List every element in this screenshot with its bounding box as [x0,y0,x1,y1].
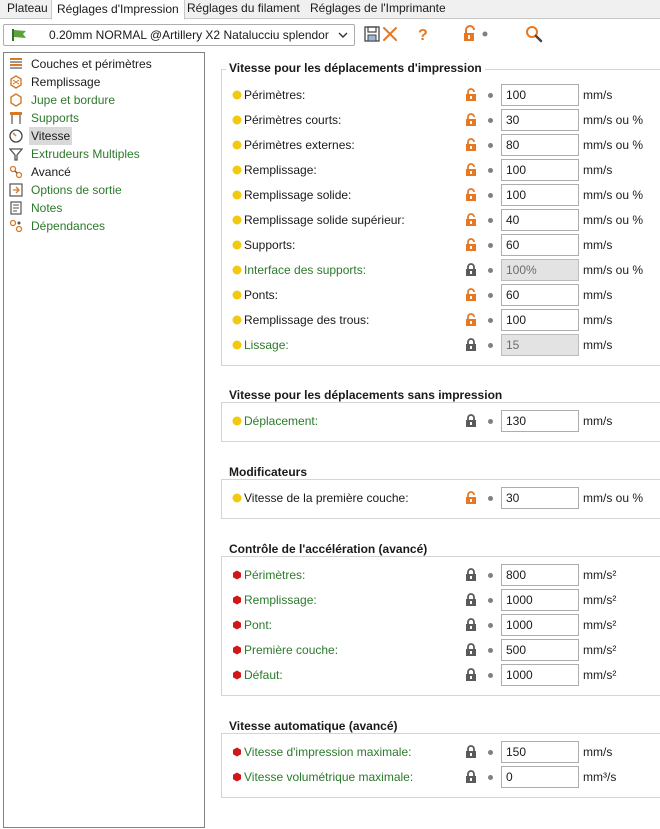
setting-row [230,487,660,509]
setting-label: Remplissage solide: [244,188,352,202]
sidebar-item-label: Jupe et bordure [31,93,116,107]
setting-label: Remplissage: [244,163,317,177]
tab-plateau[interactable]: Plateau [7,1,48,15]
tab-bar [0,0,660,19]
dot-icon [488,673,493,678]
tab-print-settings[interactable]: Réglages d'Impression [51,0,185,20]
speed-icon [9,129,23,143]
unlocked-icon[interactable] [464,87,478,102]
save-icon[interactable] [362,24,382,44]
group-title: Vitesse pour les déplacements d'impression [226,61,485,75]
setting-label: Remplissage solide supérieur: [244,213,405,227]
unlocked-icon[interactable] [464,212,478,227]
group-title: Contrôle de l'accélération (avancé) [226,542,430,556]
locked-icon[interactable] [464,413,478,428]
help-icon[interactable] [413,24,433,44]
setting-row [230,284,660,306]
sidebar-item-label: Notes [31,201,63,215]
group-title: Vitesse automatique (avancé) [226,719,401,733]
yellow-dot-icon [232,315,242,325]
locked-icon[interactable] [464,744,478,759]
dot-icon [488,293,493,298]
setting-input[interactable] [501,639,579,661]
delete-icon[interactable] [380,24,400,44]
unit-label: mm/s ou % [583,113,644,127]
setting-label: Vitesse d'impression maximale: [244,745,412,759]
sidebar-item-label: Supports [31,111,80,125]
yellow-dot-icon [232,290,242,300]
unit-label: mm/s [583,88,613,102]
dot-icon [488,218,493,223]
setting-label: Première couche: [244,643,339,657]
sidebar-item-label: Dépendances [31,219,106,233]
dot-icon [488,496,493,501]
unit-label: mm/s² [583,568,617,582]
unit-label: mm/s ou % [583,491,644,505]
lock-icon[interactable] [460,24,480,44]
setting-input[interactable] [501,410,579,432]
setting-label: Défaut: [244,668,283,682]
dependencies-icon [9,219,23,233]
setting-row [230,589,660,611]
yellow-dot-icon [232,493,242,503]
support-icon [9,111,23,125]
locked-icon[interactable] [464,642,478,657]
setting-label: Déplacement: [244,414,319,428]
tab-filament-settings[interactable]: Réglages du filament [187,1,300,15]
layers-icon [9,57,23,71]
dot-icon [488,193,493,198]
setting-input[interactable] [501,614,579,636]
dot-icon [488,573,493,578]
infill-icon [9,75,23,89]
red-hexagon-icon [232,747,242,757]
setting-row [230,159,660,181]
red-hexagon-icon [232,595,242,605]
yellow-dot-icon [232,115,242,125]
setting-row [230,410,660,432]
setting-row [230,234,660,256]
chevron-down-icon [338,30,348,40]
setting-row [230,209,660,231]
setting-input[interactable] [501,487,579,509]
unit-label: mm/s ou % [583,213,644,227]
setting-label: Interface des supports: [244,263,367,277]
unlocked-icon[interactable] [464,312,478,327]
setting-input[interactable] [501,134,579,156]
dot-icon [488,419,493,424]
yellow-dot-icon [232,165,242,175]
sidebar-item-label: Remplissage [31,75,101,89]
yellow-dot-icon [232,190,242,200]
unit-label: mm/s ou % [583,138,644,152]
setting-input[interactable] [501,184,579,206]
sidebar-item-label: Extrudeurs Multiples [31,147,140,161]
locked-icon[interactable] [464,337,478,352]
unit-label: mm/s [583,745,613,759]
setting-label: Périmètres courts: [244,113,342,127]
setting-row [230,109,660,131]
setting-input[interactable] [501,589,579,611]
setting-row [230,664,660,686]
skirt-icon [9,93,23,107]
setting-row [230,564,660,586]
yellow-dot-icon [232,340,242,350]
setting-input[interactable] [501,664,579,686]
red-hexagon-icon [232,570,242,580]
yellow-dot-icon [232,140,242,150]
dot-icon [488,343,493,348]
sidebar-item-label: Couches et périmètres [31,57,152,71]
setting-label: Vitesse volumétrique maximale: [244,770,414,784]
setting-label: Pont: [244,618,273,632]
setting-label: Supports: [244,238,296,252]
preset-value: 0.20mm NORMAL @Artillery X2 Natalucciu splendor [49,28,329,42]
setting-row [230,309,660,331]
svg-text:?: ? [418,27,428,44]
setting-row [230,614,660,636]
unit-label: mm/s [583,414,613,428]
unit-label: mm/s [583,288,613,302]
unit-label: mm/s² [583,668,617,682]
notes-icon [9,201,23,215]
setting-row [230,259,660,281]
unit-label: mm/s ou % [583,263,644,277]
setting-row [230,84,660,106]
setting-input[interactable] [501,109,579,131]
setting-row [230,184,660,206]
unlocked-icon[interactable] [464,112,478,127]
unlocked-icon[interactable] [464,137,478,152]
setting-label: Remplissage des trous: [244,313,370,327]
yellow-dot-icon [232,215,242,225]
locked-icon[interactable] [464,667,478,682]
unit-label: mm/s² [583,643,617,657]
setting-input[interactable] [501,209,579,231]
setting-input[interactable] [501,334,579,356]
setting-row [230,766,660,788]
sidebar-item-label: Options de sortie [31,183,122,197]
dot-icon [488,168,493,173]
yellow-dot-icon [232,265,242,275]
locked-icon[interactable] [464,262,478,277]
red-hexagon-icon [232,645,242,655]
dot-icon [488,243,493,248]
setting-label: Remplissage: [244,593,317,607]
advanced-icon [9,165,23,179]
unlocked-icon[interactable] [464,187,478,202]
red-hexagon-icon [232,772,242,782]
flag-icon [12,29,26,41]
yellow-dot-icon [232,240,242,250]
locked-icon[interactable] [464,592,478,607]
group-title: Modificateurs [226,465,310,479]
unlocked-icon[interactable] [464,237,478,252]
dot-icon [488,648,493,653]
locked-icon[interactable] [464,617,478,632]
setting-label: Ponts: [244,288,279,302]
setting-input[interactable] [501,259,579,281]
yellow-dot-icon [232,90,242,100]
unit-label: mm/s [583,238,613,252]
setting-label: Vitesse de la première couche: [244,491,409,505]
locked-icon[interactable] [464,567,478,582]
unit-label: mm/s² [583,618,617,632]
sidebar-item-label: Vitesse [31,129,71,143]
setting-input[interactable] [501,84,579,106]
red-hexagon-icon [232,670,242,680]
yellow-dot-icon [232,416,242,426]
setting-input[interactable] [501,234,579,256]
unit-label: mm/s ou % [583,188,644,202]
setting-label: Périmètres externes: [244,138,355,152]
dot-icon [488,268,493,273]
unit-label: mm/s² [583,593,617,607]
output-icon [9,183,23,197]
sidebar-item-label: Avancé [31,165,71,179]
dot-icon [488,775,493,780]
dot-icon [479,24,499,44]
unit-label: mm/s [583,338,613,352]
setting-input[interactable] [501,766,579,788]
setting-row [230,134,660,156]
dot-icon [488,750,493,755]
unit-label: mm³/s [583,770,617,784]
tab-printer-settings[interactable]: Réglages de l'Imprimante [310,1,446,15]
setting-input[interactable] [501,741,579,763]
group-title: Vitesse pour les déplacements sans impression [226,388,505,402]
setting-label: Périmètres: [244,88,306,102]
setting-input[interactable] [501,309,579,331]
setting-row [230,334,660,356]
locked-icon[interactable] [464,769,478,784]
dot-icon [488,598,493,603]
setting-input[interactable] [501,284,579,306]
preset-select[interactable] [3,24,355,46]
dot-icon [488,623,493,628]
unlocked-icon[interactable] [464,287,478,302]
dot-icon [488,318,493,323]
setting-row [230,741,660,763]
unlocked-icon[interactable] [464,490,478,505]
setting-input[interactable] [501,159,579,181]
dot-icon [488,93,493,98]
funnel-icon [9,147,23,161]
setting-label: Périmètres: [244,568,306,582]
unit-label: mm/s [583,163,613,177]
compare-icon[interactable] [524,24,544,44]
unlocked-icon[interactable] [464,162,478,177]
setting-input[interactable] [501,564,579,586]
dot-icon [488,143,493,148]
setting-row [230,639,660,661]
red-hexagon-icon [232,620,242,630]
unit-label: mm/s [583,313,613,327]
setting-label: Lissage: [244,338,289,352]
dot-icon [488,118,493,123]
